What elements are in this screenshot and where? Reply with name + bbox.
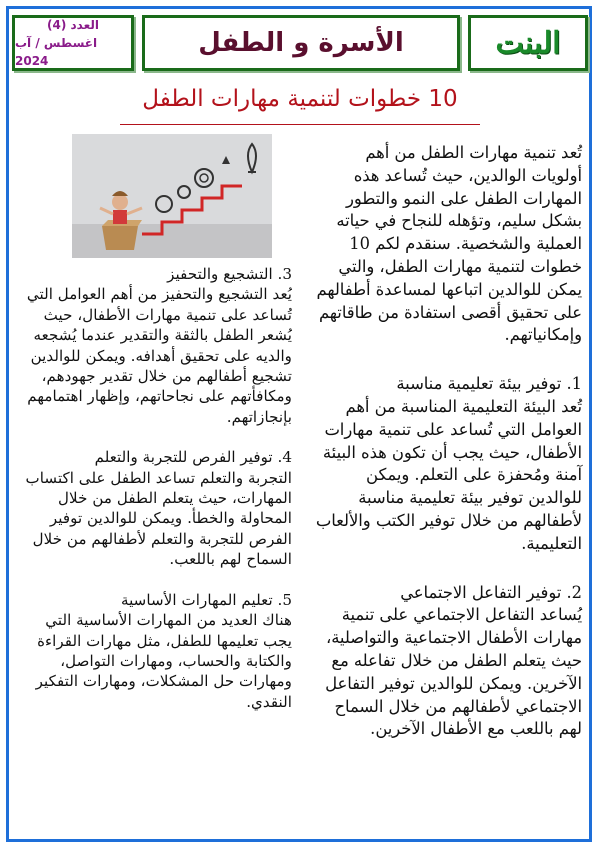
section-1-body: تُعد البيئة التعليمية المناسبة من أهم العوامل التي تُساعد على تنمية مهارات الأطفال، حيث يجب أن تكون هذه البيئة آمنة ومُحفزة على التعلم. ويمكن للوالدين توفير بيئة تعليمية مناسبة لأطفالهم من خلال توفير الكتب والألعاب التعليمية. — [315, 396, 582, 553]
magazine-title: الأسرة و الطفل — [142, 15, 460, 71]
title-divider — [120, 124, 480, 125]
article-title: 10 خطوات لتنمية مهارات الطفل — [142, 86, 458, 112]
section-4-body: التجربة والتعلم تساعد الطفل على اكتساب المهارات، حيث يتعلم الطفل من خلال المحاولة والخطأ. ويمكن للوالدين توفير الفرص للتجربة والتعلم لأطفالهم من خلال السماح لهم باللعب. — [25, 468, 292, 569]
child-growth-illustration — [72, 134, 272, 258]
section-5-body: هناك العديد من المهارات الأساسية التي يجب تعليمها للطفل، مثل مهارات القراءة والكتابة والحساب، ومهارات التواصل، ومهارات حل المشكلات، ومهارات التفكير النقدي. — [35, 611, 292, 711]
section-1-heading: 1. توفير بيئة تعليمية مناسبة — [396, 374, 582, 394]
section-2-body: يُساعد التفاعل الاجتماعي على تنمية مهارات الأطفال الاجتماعية والتواصلية، حيث يتعلم الطفل من خلال تفاعله مع الآخرين. ويمكن للوالدين توفير التفاعل الاجتماعي لأطفالهم من خلال السماح لهم باللعب مع الأطفال الآخرين. — [325, 605, 582, 739]
left-column — [14, 264, 292, 712]
logo — [468, 15, 588, 71]
issue-info-box — [12, 15, 134, 71]
issue-number: العدد (4) — [47, 18, 99, 32]
section-3-heading: 3. التشجيع والتحفيز — [167, 265, 292, 283]
right-column — [310, 142, 582, 741]
issue-date: اغسطس / آب 2024 — [15, 36, 98, 68]
logo-text: البنت — [495, 25, 561, 61]
illustration-image — [72, 134, 272, 258]
intro-paragraph: تُعد تنمية مهارات الطفل من أهم أولويات الوالدين، حيث تُساعد هذه المهارات الطفل على النمو والتطور بشكل سليم، وتؤهله للنجاح في حياته العملية والشخصية. سنقدم لكم 10 خطوات لتنمية مهارات الطفل، والتي يمكن للوالدين اتباعها لمساعدة أطفالهم على تحقيق أقصى استفادة من طاقاتهم وإمكانياتهم. — [316, 143, 582, 345]
section-3-body: يُعد التشجيع والتحفيز من أهم العوامل التي تُساعد على تنمية مهارات الأطفال، حيث يُشعر الطفل بالثقة والتقدير عندما يُشجعه والديه على تحقيق أهدافه. ويمكن للوالدين تشجيع أطفالهم من خلال تقدير جهودهم، ومكافأتهم على نجاحاتهم، وإظهار اهتمامهم بإنجازاتهم. — [26, 285, 292, 426]
section-5-heading: 5. تعليم المهارات الأساسية — [120, 590, 292, 609]
header — [12, 12, 588, 74]
section-4-heading: 4. توفير الفرص للتجربة والتعلم — [94, 448, 292, 467]
section-2-heading: 2. توفير التفاعل الاجتماعي — [400, 582, 582, 602]
